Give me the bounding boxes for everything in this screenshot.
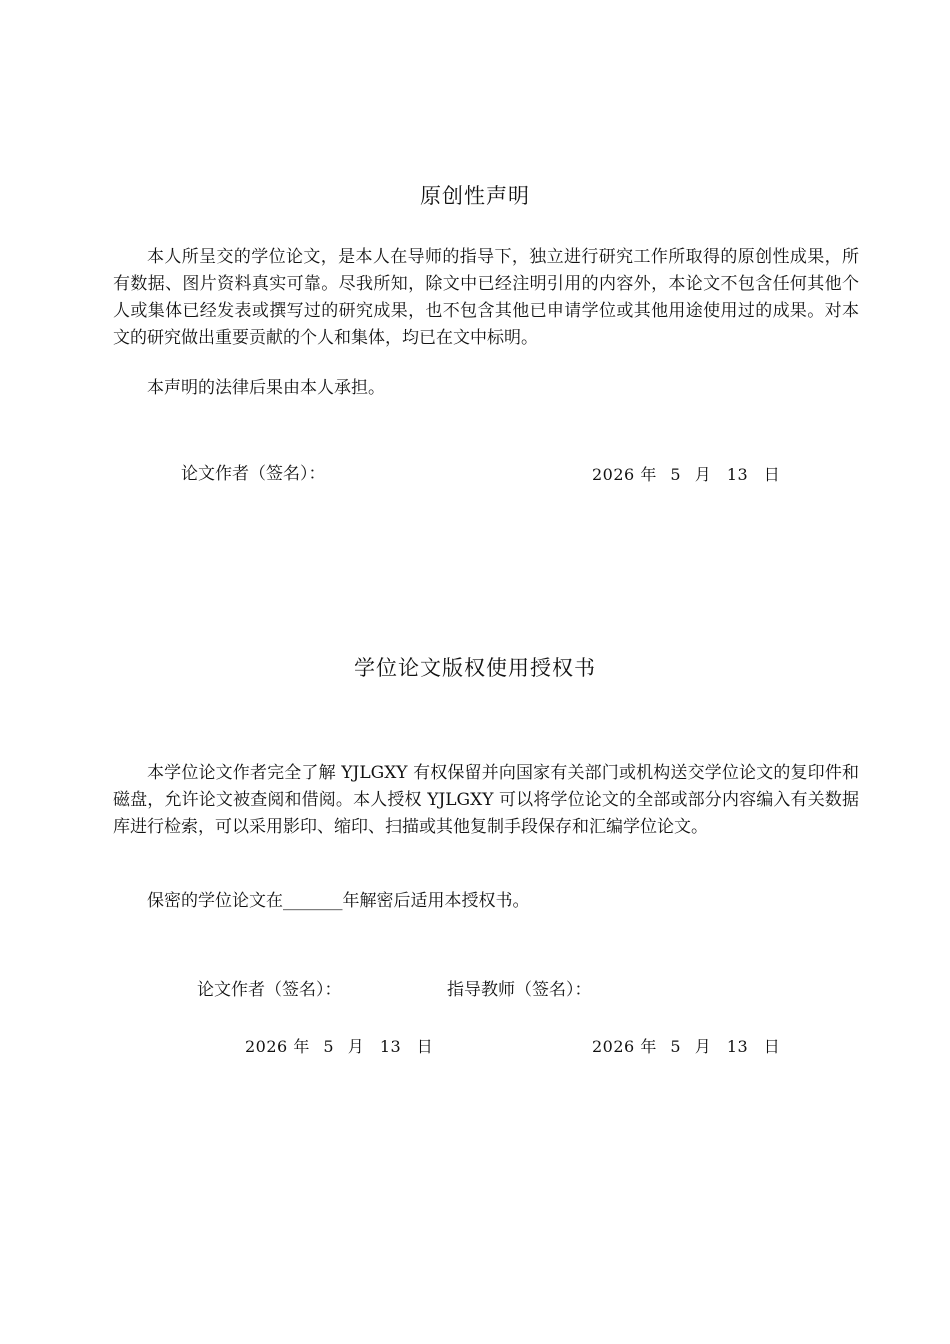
- date-month-unit: 月: [347, 1037, 365, 1056]
- date-year: 2026: [592, 1037, 635, 1056]
- date-year-unit: 年: [640, 1037, 657, 1056]
- declaration-date: [592, 461, 780, 488]
- declaration-author-signature-label: 论文作者（签名）：: [181, 464, 326, 484]
- authorization-confidential-statement: 保密的学位论文在_______年解密后适用本授权书。: [147, 891, 530, 911]
- date-year: 2026: [592, 465, 635, 484]
- date-day: 13: [726, 1037, 749, 1056]
- declaration-paragraph: 本人所呈交的学位论文，是本人在导师的指导下，独立进行研究工作所取得的原创性成果，所有数据、图片资料真实可靠。尽我所知，除文中已经注明引用的内容外，本论文不包含任何其他个人或集体已经发表或撰写过的研究成果，也不包含其他已申请学位或其他用途使用过的成果。对本文的研究做出重要贡献的个人和集体，均已在文中标明。: [113, 247, 859, 348]
- date-month: 5: [670, 465, 682, 484]
- authorization-author-date: [245, 1033, 433, 1060]
- authorization-title: 学位论文版权使用授权书: [354, 656, 596, 680]
- authorization-author-signature-label: 论文作者（签名）：: [197, 980, 342, 1000]
- date-year-unit: 年: [640, 465, 657, 484]
- declaration-title: 原创性声明: [420, 184, 530, 208]
- authorization-paragraph: 本学位论文作者完全了解 YJLGXY 有权保留并向国家有关部门或机构送交学位论文的复印件和磁盘，允许论文被查阅和借阅。本人授权 YJLGXY 可以将学位论文的全部或部分内容编入有关数据库进行检索，可以采用影印、缩印、扫描或其他复制手段保存和汇编学位论文。: [113, 763, 859, 837]
- date-day-unit: 日: [763, 465, 781, 484]
- date-day: 13: [379, 1037, 402, 1056]
- date-year-unit: 年: [293, 1037, 310, 1056]
- date-day-unit: 日: [763, 1037, 781, 1056]
- declaration-legal-statement: 本声明的法律后果由本人承担。: [147, 378, 385, 398]
- date-day: 13: [726, 465, 749, 484]
- date-month: 5: [670, 1037, 682, 1056]
- authorization-advisor-date: [592, 1033, 780, 1060]
- date-month-unit: 月: [694, 1037, 712, 1056]
- date-month: 5: [323, 1037, 335, 1056]
- date-day-unit: 日: [416, 1037, 434, 1056]
- authorization-advisor-signature-label: 指导教师（签名）：: [447, 980, 592, 1000]
- date-year: 2026: [245, 1037, 288, 1056]
- date-month-unit: 月: [694, 465, 712, 484]
